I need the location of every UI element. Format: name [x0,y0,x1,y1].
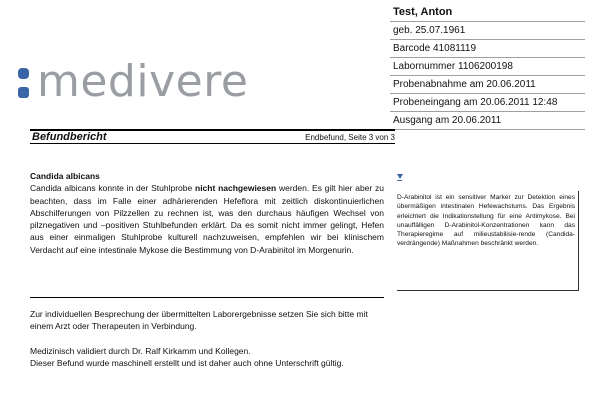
finding-text-rest: werden. Es gilt hier aber zu beachten, dass im Falle einer adhärierenden Hefeflora mit zeitlich diskontinuierlichen Abschilferungen von Pilzzellen zu rechnen ist, was den durchaus häufigen Wechsel von pilznegativen und –positiven Stuhlbefunden erklärt. Da es somit nicht immer gelingt, Hefen aus einer einmaligen Stuhlprobe kulturell nachzuweisen, empfehlen wir bei klinischem Verdacht auf eine intestinale Mykose die Bestimmung von D-Arabinitol im Morgenurin. [30,183,384,255]
output-date: Ausgang am 20.06.2011 [390,112,585,130]
sample-received-date: Probeneingang am 20.06.2011 12:48 [390,94,585,112]
divider [30,297,384,298]
contact-note: Zur individuellen Besprechung der übermittelten Laborergebnisse setzen Sie sich bitte mit einem Arzt oder Therapeuten in Verbindung. [30,309,368,332]
d-arabinitol-note: D-Arabinitol ist ein sensitiver Marker zur Detektion eines übermäßigen intestinalen Hefewachstums. Das Ergebnis erleichtert die Indikationstellung für eine Antimykose. Bei unauffälligen D-Arabinitol-Konzentrationen kann das Therapieregime auf milieustabilisie-rende (Candida-verdrängende) Maßnahmen beschränkt werden. [397,191,579,291]
finding-text-start: Candida albicans konnte in der Stuhlprobe [30,183,195,194]
finding-heading: Candida albicans [30,171,100,181]
finding-section [30,170,384,256]
machine-note: Dieser Befund wurde maschinell erstellt und ist daher auch ohne Unterschrift gültig. [30,357,344,368]
finding-paragraph [30,182,384,256]
logo-mark-icon [18,68,29,98]
lab-number: Labornummer 1106200198 [390,58,585,76]
report-header-bar [30,129,395,144]
barcode: Barcode 41081119 [390,40,585,58]
page-info: Endbefund, Seite 3 von 3 [305,132,395,142]
patient-name: Test, Anton [390,4,585,22]
sample-taken-date: Probenabnahme am 20.06.2011 [390,76,585,94]
footer-section [30,308,384,369]
validation-note: Medizinisch validiert durch Dr. Ralf Kirkamm und Kollegen. [30,345,251,356]
report-title: Befundbericht [32,131,107,143]
finding-result-bold: nicht nachgewiesen [195,183,277,194]
logo-text: medivere [37,56,249,107]
patient-info-block [390,4,585,130]
sidebox-marker-icon [396,174,404,186]
medivere-logo [18,56,249,107]
patient-birthdate: geb. 25.07.1961 [390,22,585,40]
